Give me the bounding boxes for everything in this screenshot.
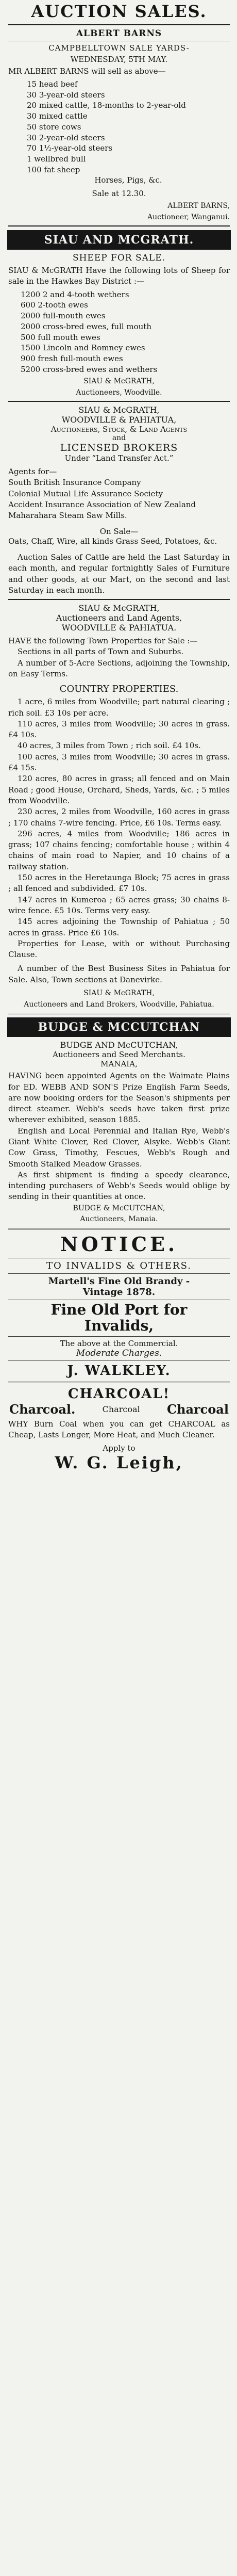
siau-sheep-lots (21, 289, 230, 375)
walkley-moderate: Moderate Charges. (76, 1348, 162, 1358)
siau-sig-title: Auctioneers, Woodville. (76, 388, 162, 397)
auction-lot: 30 3-year-old steers (27, 90, 105, 100)
charcoal-name: W. G. Leigh, (55, 1453, 183, 1473)
budge-band: BUDGE & MCCUTCHAN (7, 1017, 231, 1037)
property-item: 110 acres, 3 miles from Woodville; 30 acres in grass. £4 10s. (8, 719, 230, 740)
walkley-above: The above at the Commercial. (60, 1338, 178, 1348)
siau-sheep-intro: SIAU & McGRATH Have the following lots of Sheep for sale in the Hawkes Bay District :— (8, 266, 230, 286)
divider (8, 1013, 230, 1014)
property-item: 145 acres adjoining the Township of Pahiatua ; 50 acres in grass. Price £6 10s. (8, 917, 230, 937)
budge-line3: MANAIA, (100, 1059, 138, 1069)
divider (8, 24, 230, 25)
siau2-line6: Under “Land Transfer Act.” (64, 453, 174, 463)
siau2-line1: SIAU & McGRATH, (78, 405, 160, 415)
budge-p2: English and Local Perennial and Italian Rye, Webb's Giant White Clover, Red Clover, Alsyke. Webb's Giant Cow Grass, Timothy, Fescues, Webb's Rough and Smooth Stalked Meadow Grasses. (8, 1126, 230, 1169)
auction-title: AUCTION SALES. (31, 2, 207, 21)
siau3-p1: Sections in all parts of Town and Suburbs. (18, 647, 184, 657)
auction-lot: 50 store cows (27, 122, 81, 132)
divider (8, 1336, 230, 1337)
siau3-intro: HAVE the following Town Properties for Sale :— (8, 636, 198, 646)
walkley-martell: Martell's Fine Old Brandy - (48, 1275, 190, 1287)
siau-band: SIAU AND MCGRATH. (7, 230, 231, 250)
agency: Colonial Mutual Life Assurance Society (8, 489, 163, 498)
budge-sig-name: BUDGE & McCUTCHAN, (73, 1204, 165, 1212)
property-item: 147 acres in Kumeroa ; 65 acres grass; 30 chains 8-wire fence. £5 10s. Terms very easy. (8, 895, 230, 915)
siau3-line3: WOODVILLE & PAHIATUA. (61, 623, 177, 633)
auction-lot: 20 mixed cattle, 18-months to 2-year-old (27, 101, 186, 110)
siau3-line2: Auctioneers and Land Agents, (56, 613, 182, 623)
siau2-agencies (8, 477, 230, 521)
property-item: 296 acres, 4 miles from Woodville; 186 acres in grass; 107 chains fencing; comfortable house ; within 4 chains of main road to Napier, and 10 chains of a railway station. (8, 829, 230, 871)
divider (8, 1360, 230, 1361)
siau2-line5: LICENSED BROKERS (60, 442, 178, 454)
sheep-lot: 600 2-tooth ewes (21, 300, 88, 310)
notice-title: NOTICE. (60, 1232, 178, 1256)
auction-sig-title: Auctioneer, Wanganui. (147, 213, 230, 221)
divider (8, 225, 230, 227)
siau2-line3: Auctioneers, Stock, & Land Agents (50, 425, 188, 434)
auction-intro: MR ALBERT BARNS will sell as above— (8, 66, 166, 76)
auction-lot: 1 wellbred bull (27, 154, 86, 164)
walkley-invalids: Invalids, (84, 1317, 154, 1334)
auction-time: Sale at 12.30. (92, 188, 146, 198)
budge-p3: As first shipment is finding a speedy clearance, intending purchasers of Webb's Seeds would oblige by sending in their quantities at once. (8, 1170, 230, 1202)
siau3-p3: A number of the Best Business Sites in Pahiatua for Sale. Also, Town sections at Danevirke. (8, 964, 230, 984)
divider (8, 401, 230, 402)
sheep-lot: 5200 cross-bred ewes and wethers (21, 364, 158, 374)
auction-lot: 70 1½-year-old steers (27, 143, 113, 153)
divider (8, 599, 230, 600)
property-item: 230 acres, 2 miles from Woodville, 160 acres in grass ; 170 chains 7-wire fencing. Price, £6 10s. Terms easy. (8, 807, 230, 828)
auction-lot: 15 head beef (27, 79, 78, 89)
agency: Accident Insurance Association of New Zealand (8, 500, 196, 510)
auction-date: WEDNESDAY, 5TH MAY. (70, 54, 168, 64)
siau3-properties (8, 696, 230, 960)
sheep-lot: 2000 full-mouth ewes (21, 311, 106, 321)
charcoal-row (8, 1402, 230, 1417)
siau2-line2: WOODVILLE & PAHIATUA, (61, 415, 177, 425)
auction-lots (27, 79, 230, 186)
sheep-lot: 900 fresh full-mouth ewes (21, 353, 123, 363)
property-item: 120 acres, 80 acres in grass; all fenced and on Main Road ; good House, Orchard, Sheds, Yards, &c. ; 5 miles from Woodville. (8, 774, 230, 805)
property-item: 100 acres, 3 miles from Woodville; 30 acres in grass. £4 15s. (8, 752, 230, 773)
budge-line2: Auctioneers and Seed Merchants. (53, 1050, 185, 1060)
walkley-vintage: Vintage 1878. (82, 1286, 156, 1298)
siau-sheep-heading: SHEEP FOR SALE. (72, 253, 166, 264)
property-item: 40 acres, 3 miles from Town ; rich soil. £4 10s. (18, 741, 201, 751)
siau2-on-sale: On Sale— (99, 526, 139, 536)
divider (8, 1228, 230, 1229)
siau3-country: COUNTRY PROPERTIES. (59, 684, 179, 695)
siau-sig-name: SIAU & McGRATH, (83, 377, 155, 386)
siau2-line4: and (112, 434, 126, 443)
charcoal-title: CHARCOAL! (67, 1386, 171, 1402)
sheep-lot: 500 full mouth ewes (21, 332, 100, 342)
sheep-lot: 1200 2 and 4-tooth wethers (21, 289, 129, 299)
auction-firm: ALBERT BARNS (76, 28, 162, 39)
siau2-on-sale-text: Oats, Chaff, Wire, all kinds Grass Seed, Potatoes, &c. (8, 536, 217, 546)
budge-line1: BUDGE AND McCUTCHAN, (60, 1040, 178, 1050)
agency: Maharahara Steam Saw Mills. (8, 511, 127, 521)
charcoal-mid: Charcoal (102, 1404, 140, 1414)
siau3-sig-name: SIAU & McGRATH, (83, 989, 155, 998)
property-item: Properties for Lease, with or without Purchasing Clause. (8, 938, 230, 960)
charcoal-p1: WHY Burn Coal when you can get CHARCOAL as Cheap, Lasts Longer, More Heat, and Much Cleaner. (8, 1419, 230, 1439)
auction-sig-name: ALBERT BARNS, (167, 201, 230, 210)
divider (8, 1382, 230, 1383)
divider (8, 1273, 230, 1274)
auction-lot: 100 fat sheep (27, 165, 80, 174)
auction-lot: Horses, Pigs, &c. (94, 175, 162, 185)
siau3-sig-title: Auctioneers and Land Brokers, Woodville, Pahiatua. (24, 1000, 214, 1009)
budge-sig-title: Auctioneers, Manaia. (80, 1215, 158, 1224)
auction-location: CAMPBELLTOWN SALE YARDS- (48, 43, 190, 53)
sheep-lot: 1500 Lincoln and Romney ewes (21, 343, 145, 353)
sheep-lot: 2000 cross-bred ewes, full mouth (21, 321, 152, 331)
siau3-p2: A number of 5-Acre Sections, adjoining the Township, on Easy Terms. (8, 658, 230, 678)
siau3-line1: SIAU & McGRATH, (78, 603, 160, 613)
walkley-to: TO INVALIDS & OTHERS. (46, 1260, 192, 1271)
charcoal-left: Charcoal. (9, 1401, 76, 1417)
property-item: 150 acres in the Heretaunga Block; 75 acres in grass ; all fenced and subdivided. £7 10s. (8, 873, 230, 894)
property-item: 1 acre, 6 miles from Woodville; part natural clearing ; rich soil. £3 10s per acre. (8, 697, 230, 718)
charcoal-right: Charcoal (166, 1401, 229, 1417)
siau2-sales-text: Auction Sales of Cattle are held the Last Saturday in each month, and regular fortnightly Sales of Furniture and other goods, at our Mart, on the second and last Saturday in each month. (8, 552, 230, 595)
budge-p1: HAVING been appointed Agents on the Waimate Plains for ED. WEBB AND SON'S Prize English Farm Seeds, are now booking orders for the Season's shipments per direct steamer. Webb's seeds have taken first prize wherever exhibited, season 1885. (8, 1071, 230, 1125)
auction-lot: 30 2-year-old steers (27, 133, 105, 142)
walkley-name: J. WALKLEY. (67, 1363, 171, 1379)
walkley-fine-old: Fine Old Port for (50, 1301, 188, 1318)
charcoal-apply: Apply to (103, 1444, 136, 1453)
siau2-agents-for: Agents for— (8, 467, 57, 477)
auction-lot: 30 mixed cattle (27, 111, 88, 121)
agency: South British Insurance Company (8, 478, 141, 488)
